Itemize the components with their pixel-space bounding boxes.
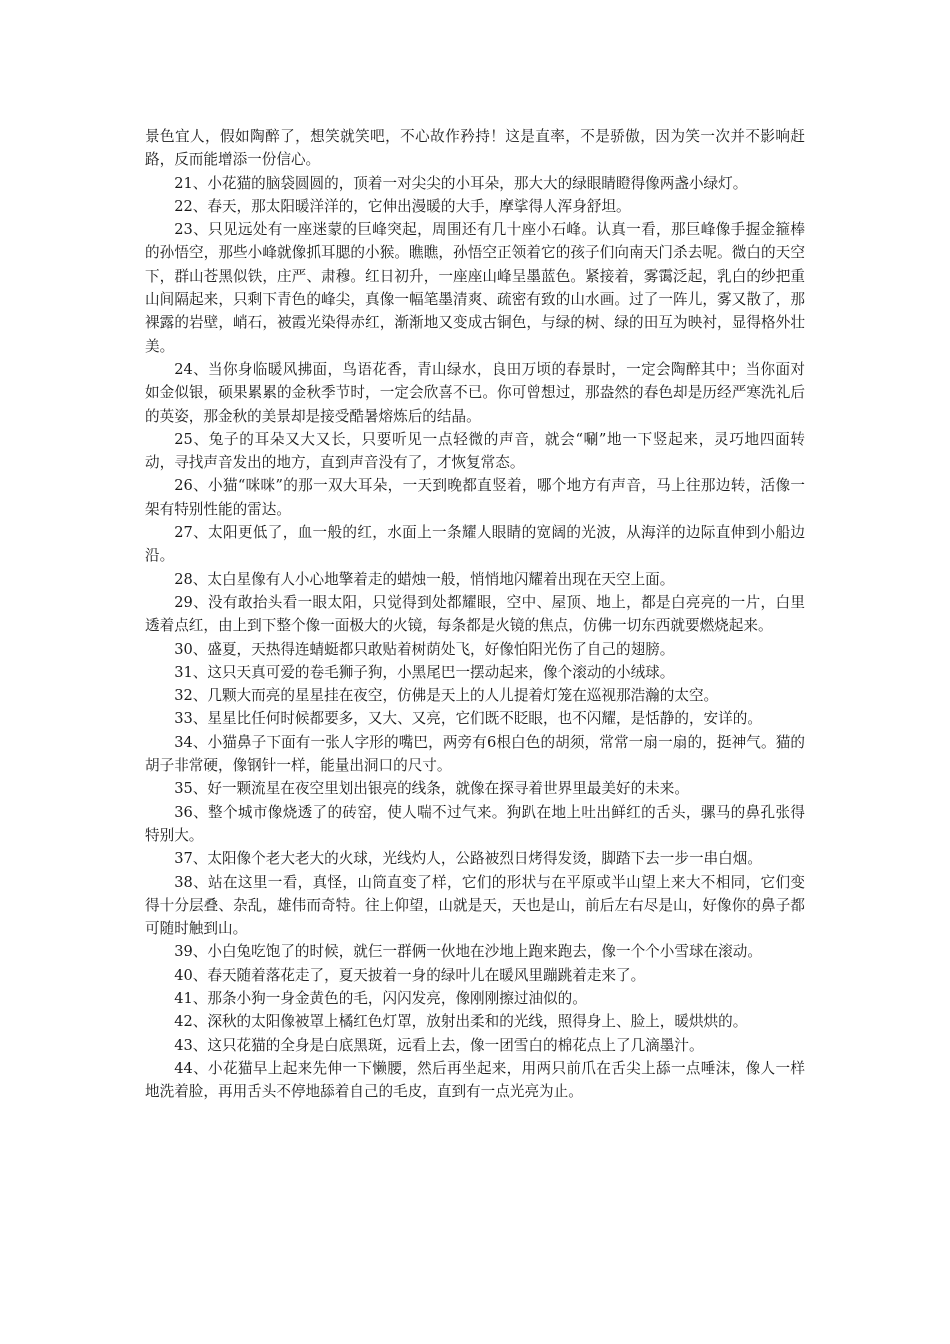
paragraph-23: 23、只见远处有一座迷蒙的巨峰突起，周围还有几十座小石峰。认真一看，那巨峰像手握金箍棒的孙悟空，那些小峰就像抓耳腮的小猴。瞧瞧，孙悟空正领着它的孩子们向南天门杀去呢。微白的天空下，群山苍黑似铁，庄严、肃穆。红日初升，一座座山峰呈墨蓝色。紧接着，雾霭泛起，乳白的纱把重山间隔起来，只剩下青色的峰尖，真像一幅笔墨清爽、疏密有致的山水画。过了一阵儿，雾又散了，那裸露的岩壁，峭石，被霞光染得赤红，渐渐地又变成古铜色，与绿的树、绿的田互为映衬，显得格外壮美。 bbox=[145, 221, 805, 355]
paragraph-27: 27、太阳更低了，血一般的红，水面上一条耀人眼睛的宽阔的光波，从海洋的边际直伸到小船边沿。 bbox=[145, 524, 805, 565]
paragraph-42: 42、深秋的太阳像被罩上橘红色灯罩，放射出柔和的光线，照得身上、脸上，暖烘烘的。 bbox=[174, 1013, 748, 1031]
paragraph-28: 28、太白星像有人小心地擎着走的蜡烛一般，悄悄地闪耀着出现在天空上面。 bbox=[174, 570, 675, 588]
paragraph-41: 41、那条小狗一身金黄色的毛，闪闪发亮，像刚刚擦过油似的。 bbox=[174, 989, 587, 1007]
paragraph-39: 39、小白兔吃饱了的时候，就仨一群俩一伙地在沙地上跑来跑去，像一个个小雪球在滚动。 bbox=[174, 943, 762, 961]
document-body bbox=[145, 125, 805, 1103]
paragraph-33: 33、星星比任何时候都要多，又大、又亮，它们既不眨眼，也不闪耀，是恬静的，安详的。 bbox=[174, 710, 762, 728]
paragraph-31: 31、这只天真可爱的卷毛狮子狗，小黑尾巴一摆动起来，像个滚动的小绒球。 bbox=[174, 663, 675, 681]
paragraph-38: 38、站在这里一看，真怪，山筒直变了样，它们的形状与在平原或半山望上来大不相同，它们变得十分层叠、杂乱，雄伟而奇特。往上仰望，山就是天，天也是山，前后左右尽是山，好像你的鼻子都可随时触到山。 bbox=[145, 873, 805, 938]
paragraph-21: 21、小花猫的脑袋圆圆的，顶着一对尖尖的小耳朵，那大大的绿眼睛瞪得像两盏小绿灯。 bbox=[174, 174, 748, 192]
paragraph-44: 44、小花猫早上起来先伸一下懒腰，然后再坐起来，用两只前爪在舌尖上舔一点唾沫，像人一样地洗着脸，再用舌头不停地舔着自己的毛皮，直到有一点光亮为止。 bbox=[145, 1059, 805, 1101]
paragraph-40: 40、春天随着落花走了，夏天披着一身的绿叶儿在暖风里蹦跳着走来了。 bbox=[174, 966, 646, 984]
paragraph-24: 24、当你身临暖风拂面，鸟语花香，青山绿水，良田万顷的春景时，一定会陶醉其中；当你面对如金似银，硕果累累的金秋季节时，一定会欣喜不已。你可曾想过，那盎然的春色却是历经严寒洗礼后的英姿，那金秋的美景却是接受酷暑熔炼后的结晶。 bbox=[145, 360, 805, 425]
paragraph-32: 32、几颗大而亮的星星挂在夜空，仿佛是天上的人儿提着灯笼在巡视那浩瀚的太空。 bbox=[174, 687, 719, 705]
paragraph-36: 36、整个城市像烧透了的砖窑，使人喘不过气来。狗趴在地上吐出鲜红的舌头，骡马的鼻孔张得特别大。 bbox=[145, 803, 805, 844]
paragraph-22: 22、春天，那太阳暖洋洋的，它伸出漫暖的大手，摩挲得人浑身舒坦。 bbox=[174, 197, 631, 215]
paragraph-25: 25、兔子的耳朵又大又长，只要听见一点轻微的声音，就会“唰”地一下竖起来，灵巧地四面转动，寻找声音发出的地方，直到声音没有了，才恢复常态。 bbox=[145, 430, 805, 472]
paragraph-30: 30、盛夏，天热得连蜻蜓都只敢贴着树荫处飞，好像怕阳光伤了自己的翅膀。 bbox=[174, 640, 675, 658]
paragraph-0: 景色宜人，假如陶醉了，想笑就笑吧，不心故作矜持！这是直率，不是骄傲，因为笑一次并不影响赶路，反而能增添一份信心。 bbox=[145, 128, 805, 169]
paragraph-26: 26、小猫“咪咪”的那一双大耳朵，一天到晚都直竖着，哪个地方有声音，马上往那边转，活像一架有特别性能的雷达。 bbox=[145, 477, 805, 518]
paragraph-34: 34、小猫鼻子下面有一张人字形的嘴巴，两旁有6根白色的胡须，常常一扇一扇的，挺神气。猫的胡子非常硬，像钢针一样，能量出洞口的尺寸。 bbox=[145, 733, 805, 775]
paragraph-43: 43、这只花猫的全身是白底黑斑，远看上去，像一团雪白的棉花点上了几滴墨汁。 bbox=[174, 1036, 704, 1054]
paragraph-35: 35、好一颗流星在夜空里划出银亮的线条，就像在探寻着世界里最美好的未来。 bbox=[174, 780, 689, 798]
paragraph-29: 29、没有敢抬头看一眼太阳，只觉得到处都耀眼，空中、屋顶、地上，都是白亮亮的一片，白里透着点红，由上到下整个像一面极大的火镜，每条都是火镜的焦点，仿佛一切东西就要燃烧起来。 bbox=[145, 593, 805, 635]
paragraph-37: 37、太阳像个老大老大的火球，光线灼人，公路被烈日烤得发烫，脚踏下去一步一串白烟。 bbox=[174, 850, 762, 868]
